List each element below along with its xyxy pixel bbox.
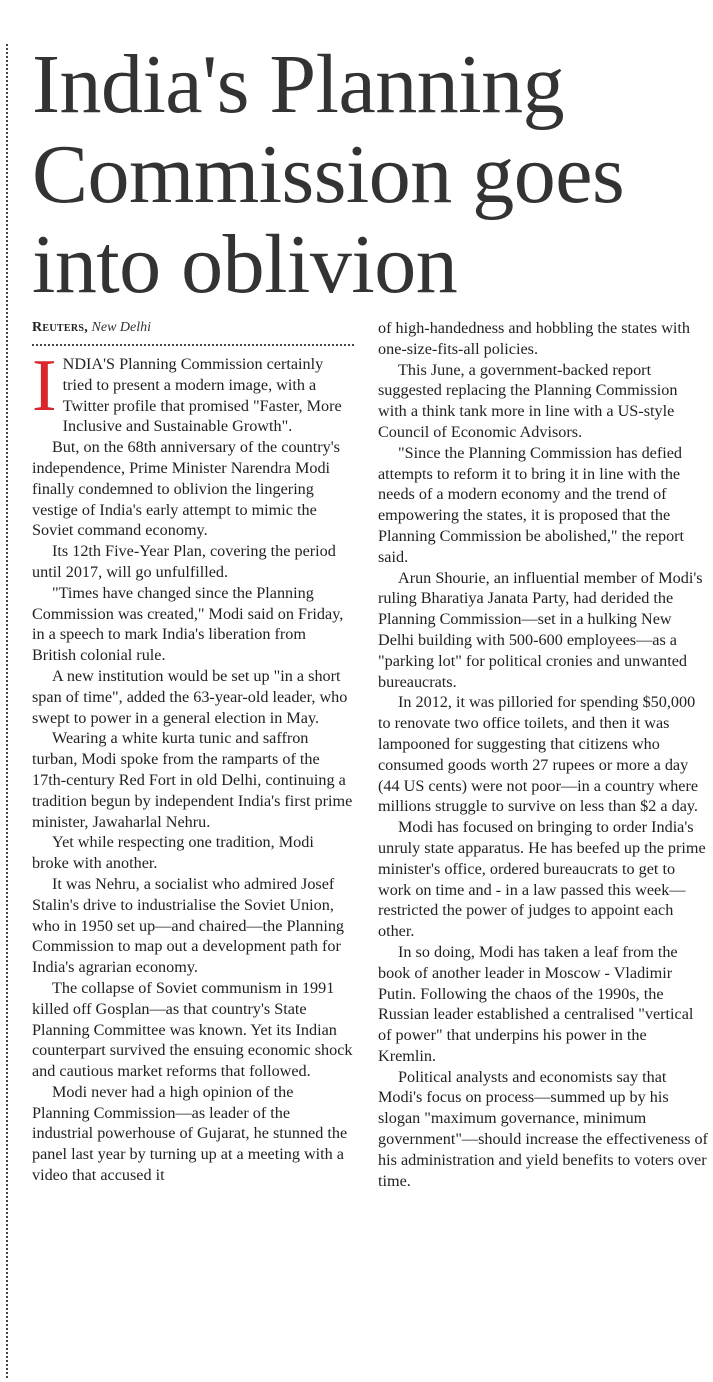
paragraph: Its 12th Five-Year Plan, covering the period until 2017, will go unfulfilled.	[32, 542, 336, 581]
paragraph: A new institution would be set up "in a short span of time", added the 63-year-old leader, who swept to power in a general election in May.	[32, 666, 348, 727]
headline-line-1: India's Planning	[32, 38, 565, 131]
article-column-left	[32, 318, 354, 1186]
headline-line-2: Commission goes	[32, 128, 625, 221]
byline-dateline: New Delhi	[91, 320, 152, 335]
paragraph: But, on the 68th anniversary of the country's independence, Prime Minister Narendra Modi finally condemned to oblivion the lingering vestige of India's early attempt to mimic the Soviet command economy.	[32, 438, 340, 540]
paragraph: Modi has focused on bringing to order India's unruly state apparatus. He has beefed up the prime minister's office, ordered bureaucrats to get to work on time and - in a law passed this week—restricted the power of judges to appoint each other.	[378, 818, 706, 941]
paragraph: Wearing a white kurta tunic and saffron turban, Modi spoke from the ramparts of the 17th-century Red Fort in old Delhi, continuing a tradition begun by independent India's first prime minister, Jawaharlal Nehru.	[32, 729, 353, 831]
byline	[32, 318, 354, 346]
paragraph: This June, a government-backed report suggested replacing the Planning Commission with a think tank more in line with a US-style Council of Economic Advisors.	[378, 360, 678, 441]
lead-paragraph	[32, 345, 354, 437]
headline-line-3: into oblivion	[32, 218, 458, 311]
article-column-right	[378, 318, 708, 1191]
drop-cap-rest: NDIA'S	[62, 355, 116, 373]
paragraph: Modi never had a high opinion of the Planning Commission—as leader of the industrial powerhouse of Gujarat, he stunned the panel last year by turning up at a meeting with a video that accused it	[32, 1082, 348, 1185]
left-dotted-rule	[6, 44, 8, 1378]
byline-agency: Reuters,	[32, 320, 89, 335]
paragraph: In 2012, it was pilloried for spending $50,000 to renovate two office toilets, and then it was lampooned for suggesting that citizens who consumed goods worth 27 rupees or more a day (44 US cents) were not poor—in a country where millions struggle to survive on less than $2 a day.	[378, 693, 699, 816]
paragraph-continuation: of high-handedness and hobbling the states with one-size-fits-all policies.	[378, 319, 691, 358]
paragraph: It was Nehru, a socialist who admired Josef Stalin's drive to industrialise the Soviet Union, who in 1950 set up—and chaired—the Planning Commission to map out a development path for India's agrarian economy.	[32, 874, 345, 977]
paragraph: Political analysts and economists say that Modi's focus on process—summed up by his slogan "maximum governance, minimum government"—should increase the effectiveness of his administration and yield benefits to voters over time.	[378, 1067, 708, 1190]
paragraph: "Since the Planning Commission has defied attempts to reform it to bring it in line with the needs of a modern economy and the trend of empowering the states, it is proposed that the Planning Commission be abolished," the report said.	[378, 443, 685, 566]
lead-paragraph-text: Planning Commission certainly tried to present a modern image, with a Twitter profile that promised "Faster, More Inclusive and Sustainable Growth".	[62, 355, 342, 436]
headline	[32, 40, 708, 310]
paragraph: In so doing, Modi has taken a leaf from the book of another leader in Moscow - Vladimir Putin. Following the chaos of the 1990s, the Russian leader established a centralised "vertical of power" that underpins his power in the Kremlin.	[378, 942, 694, 1065]
drop-cap: I	[32, 345, 57, 427]
paragraph: Arun Shourie, an influential member of Modi's ruling Bharatiya Janata Party, had derided the Planning Commission—set in a hulking New Delhi building with 500-600 employees—as a "parking lot" for political cronies and unwanted bureaucrats.	[378, 568, 703, 691]
paragraph: Yet while respecting one tradition, Modi broke with another.	[32, 833, 314, 873]
paragraph: "Times have changed since the Planning Commission was created," Modi said on Friday, in a speech to mark India's liberation from British colonial rule.	[32, 583, 344, 665]
paragraph: The collapse of Soviet communism in 1991 killed off Gosplan—as that country's State Planning Committee was known. Yet its Indian counterpart survived the ensuing economic shock and cautious market reforms that followed.	[32, 978, 353, 1081]
